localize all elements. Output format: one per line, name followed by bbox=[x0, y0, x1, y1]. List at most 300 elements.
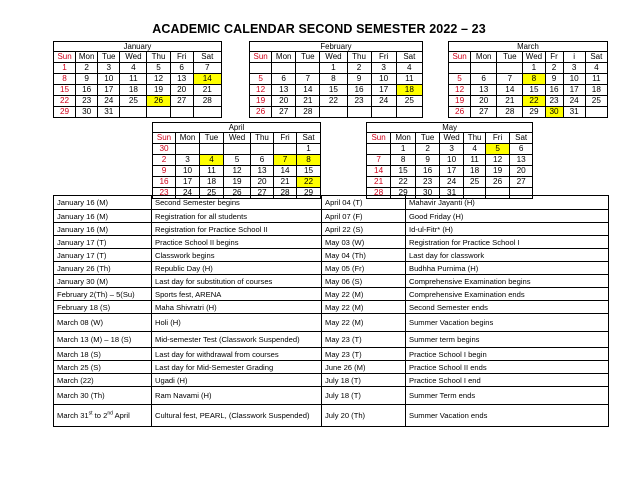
day-cell: 28 bbox=[296, 107, 320, 118]
weekday-header: Fri bbox=[486, 133, 510, 144]
day-cell: 29 bbox=[523, 107, 545, 118]
day-cell: 1 bbox=[391, 144, 416, 155]
month-spacer bbox=[422, 96, 448, 107]
event-date-left: January 26 (Th) bbox=[54, 262, 152, 275]
day-cell: 31 bbox=[440, 188, 464, 199]
event-row bbox=[54, 348, 609, 361]
event-desc-left: Maha Shivratri (H) bbox=[152, 301, 322, 314]
weekday-header: Fri bbox=[170, 52, 193, 63]
weekday-header: Mon bbox=[76, 52, 98, 63]
day-cell: 30 bbox=[153, 144, 176, 155]
day-cell: 20 bbox=[471, 96, 497, 107]
event-row bbox=[54, 387, 609, 405]
weekday-header: Sun bbox=[449, 52, 471, 63]
day-cell: 7 bbox=[274, 155, 297, 166]
weekday-header: Fri bbox=[274, 133, 297, 144]
day-cell: 25 bbox=[200, 188, 224, 199]
day-cell: 9 bbox=[416, 155, 440, 166]
day-cell: 6 bbox=[471, 74, 497, 85]
day-cell: 23 bbox=[153, 188, 176, 199]
event-date-left: March 13 (M) – 18 (S) bbox=[54, 332, 152, 348]
day-cell: 27 bbox=[510, 177, 533, 188]
day-cell: 21 bbox=[193, 85, 221, 96]
weekday-header: Sat bbox=[585, 52, 607, 63]
day-cell: 15 bbox=[320, 85, 347, 96]
event-date-part: to 2 bbox=[92, 411, 108, 420]
event-row bbox=[54, 275, 609, 288]
day-cell: 19 bbox=[147, 85, 170, 96]
weekday-header: Mon bbox=[391, 133, 416, 144]
event-date-left: January 30 (M) bbox=[54, 275, 152, 288]
day-cell: 23 bbox=[416, 177, 440, 188]
day-cell: 26 bbox=[250, 107, 272, 118]
weekday-header: Thu bbox=[347, 52, 371, 63]
day-cell-empty bbox=[347, 107, 371, 118]
day-cell: 28 bbox=[367, 188, 391, 199]
weekday-header: Sat bbox=[510, 133, 533, 144]
day-cell-empty bbox=[449, 63, 471, 74]
weekday-header: Tue bbox=[416, 133, 440, 144]
day-cell: 3 bbox=[563, 63, 585, 74]
day-cell: 9 bbox=[153, 166, 176, 177]
event-date-left: January 16 (M) bbox=[54, 210, 152, 223]
event-desc-left: Holi (H) bbox=[152, 314, 322, 332]
day-cell: 25 bbox=[464, 177, 486, 188]
event-date-right: May 05 (Fr) bbox=[322, 262, 406, 275]
day-cell: 29 bbox=[391, 188, 416, 199]
day-cell: 22 bbox=[54, 96, 76, 107]
weekday-header: Tue bbox=[200, 133, 224, 144]
day-cell: 20 bbox=[272, 96, 296, 107]
event-date-part: nd bbox=[107, 410, 113, 417]
day-cell: 23 bbox=[76, 96, 98, 107]
event-date-right: May 22 (M) bbox=[322, 314, 406, 332]
month-spacer bbox=[221, 52, 249, 63]
event-row bbox=[54, 361, 609, 374]
day-cell: 18 bbox=[120, 85, 147, 96]
event-date-left bbox=[54, 405, 152, 427]
weekday-header: Sat bbox=[297, 133, 321, 144]
day-cell: 22 bbox=[523, 96, 545, 107]
event-desc-left: Second Semester begins bbox=[152, 196, 322, 210]
day-cell: 13 bbox=[251, 166, 274, 177]
day-cell: 11 bbox=[585, 74, 607, 85]
event-row bbox=[54, 332, 609, 348]
month-spacer bbox=[422, 107, 448, 118]
month-spacer bbox=[221, 107, 249, 118]
event-desc-left: Ram Navami (H) bbox=[152, 387, 322, 405]
day-cell: 15 bbox=[54, 85, 76, 96]
event-desc-right: Budhha Purnima (H) bbox=[406, 262, 609, 275]
day-cell: 5 bbox=[224, 155, 251, 166]
event-desc-right: Comprehensive Examination ends bbox=[406, 288, 609, 301]
weekday-header: Wed bbox=[523, 52, 545, 63]
month-spacer bbox=[221, 85, 249, 96]
event-date-right: April 22 (S) bbox=[322, 223, 406, 236]
weekday-header: Sat bbox=[193, 52, 221, 63]
calendar-grid-top bbox=[53, 41, 608, 118]
day-cell: 6 bbox=[170, 63, 193, 74]
day-cell-empty bbox=[224, 144, 251, 155]
day-cell: 8 bbox=[320, 74, 347, 85]
day-cell: 20 bbox=[251, 177, 274, 188]
day-cell: 21 bbox=[367, 177, 391, 188]
day-cell: 5 bbox=[250, 74, 272, 85]
day-cell: 8 bbox=[297, 155, 321, 166]
event-desc-right: Registration for Practice School I bbox=[406, 236, 609, 249]
calendar-grid-bottom bbox=[152, 122, 533, 199]
event-date-right: June 26 (M) bbox=[322, 361, 406, 374]
event-date-left: January 17 (T) bbox=[54, 249, 152, 262]
weekday-header: Tue bbox=[497, 52, 523, 63]
day-cell: 28 bbox=[274, 188, 297, 199]
day-cell: 27 bbox=[170, 96, 193, 107]
weekday-header: Mon bbox=[176, 133, 200, 144]
day-cell-empty bbox=[251, 144, 274, 155]
event-desc-right: Id-ul-Fitr* (H) bbox=[406, 223, 609, 236]
month-spacer bbox=[221, 42, 249, 52]
day-cell: 25 bbox=[585, 96, 607, 107]
event-date-right: July 18 (T) bbox=[322, 374, 406, 387]
day-cell: 4 bbox=[464, 144, 486, 155]
day-cell: 24 bbox=[176, 188, 200, 199]
day-cell: 19 bbox=[250, 96, 272, 107]
day-cell: 18 bbox=[585, 85, 607, 96]
event-desc-right: Summer Vacation begins bbox=[406, 314, 609, 332]
day-cell: 16 bbox=[416, 166, 440, 177]
event-date-right: July 18 (T) bbox=[322, 387, 406, 405]
day-cell: 31 bbox=[98, 107, 120, 118]
event-date-right: April 04 (T) bbox=[322, 196, 406, 210]
events-table bbox=[53, 195, 609, 427]
day-cell: 29 bbox=[54, 107, 76, 118]
day-cell: 12 bbox=[449, 85, 471, 96]
weekday-header: Fri bbox=[371, 52, 396, 63]
day-cell: 14 bbox=[497, 85, 523, 96]
month-spacer bbox=[422, 63, 448, 74]
day-cell: 4 bbox=[120, 63, 147, 74]
day-cell: 14 bbox=[296, 85, 320, 96]
day-cell: 27 bbox=[251, 188, 274, 199]
day-cell-empty bbox=[250, 63, 272, 74]
day-cell-empty bbox=[170, 107, 193, 118]
day-cell-empty bbox=[367, 144, 391, 155]
day-cell: 11 bbox=[396, 74, 422, 85]
day-cell: 28 bbox=[193, 96, 221, 107]
month-name: April bbox=[153, 123, 321, 133]
weekday-header: Wed bbox=[440, 133, 464, 144]
day-cell: 2 bbox=[416, 144, 440, 155]
event-desc-right: Practice School II ends bbox=[406, 361, 609, 374]
weekday-header: Tue bbox=[98, 52, 120, 63]
weekday-header: Sat bbox=[396, 52, 422, 63]
month-spacer bbox=[321, 123, 367, 133]
event-row bbox=[54, 210, 609, 223]
weekday-header: Thu bbox=[464, 133, 486, 144]
day-cell: 9 bbox=[545, 74, 563, 85]
event-date-left: February 18 (S) bbox=[54, 301, 152, 314]
event-date-left: January 17 (T) bbox=[54, 236, 152, 249]
day-cell: 4 bbox=[200, 155, 224, 166]
month-name: May bbox=[367, 123, 533, 133]
day-cell: 5 bbox=[486, 144, 510, 155]
event-row bbox=[54, 223, 609, 236]
event-date-part: April bbox=[112, 411, 130, 420]
event-row bbox=[54, 314, 609, 332]
day-cell: 13 bbox=[510, 155, 533, 166]
day-cell: 9 bbox=[347, 74, 371, 85]
day-cell: 16 bbox=[153, 177, 176, 188]
day-cell: 19 bbox=[224, 177, 251, 188]
event-date-right: July 20 (Th) bbox=[322, 405, 406, 427]
event-desc-left: Cultural fest, PEARL, (Classwork Suspended) bbox=[152, 405, 322, 427]
event-desc-left: Registration for Practice School II bbox=[152, 223, 322, 236]
event-date-part: March 31 bbox=[57, 411, 89, 420]
weekday-header: Wed bbox=[224, 133, 251, 144]
event-date-right: May 22 (M) bbox=[322, 301, 406, 314]
day-cell: 31 bbox=[563, 107, 585, 118]
month-spacer bbox=[321, 177, 367, 188]
event-date-left: March 25 (S) bbox=[54, 361, 152, 374]
day-cell-empty bbox=[200, 144, 224, 155]
event-row bbox=[54, 236, 609, 249]
day-cell: 21 bbox=[274, 177, 297, 188]
day-cell: 27 bbox=[272, 107, 296, 118]
month-spacer bbox=[321, 155, 367, 166]
event-row bbox=[54, 374, 609, 387]
day-cell: 13 bbox=[272, 85, 296, 96]
day-cell: 11 bbox=[120, 74, 147, 85]
day-cell: 3 bbox=[440, 144, 464, 155]
day-cell: 24 bbox=[440, 177, 464, 188]
day-cell: 9 bbox=[76, 74, 98, 85]
day-cell: 3 bbox=[176, 155, 200, 166]
day-cell-empty bbox=[274, 144, 297, 155]
day-cell-empty bbox=[371, 107, 396, 118]
day-cell-empty bbox=[193, 107, 221, 118]
event-date-left: March 30 (Th) bbox=[54, 387, 152, 405]
day-cell: 8 bbox=[54, 74, 76, 85]
event-desc-left: Registration for all students bbox=[152, 210, 322, 223]
event-desc-left: Mid-semester Test (Classwork Suspended) bbox=[152, 332, 322, 348]
month-spacer bbox=[321, 144, 367, 155]
day-cell: 26 bbox=[224, 188, 251, 199]
event-date-left: January 16 (M) bbox=[54, 223, 152, 236]
day-cell-empty bbox=[296, 63, 320, 74]
day-cell: 10 bbox=[440, 155, 464, 166]
day-cell: 2 bbox=[347, 63, 371, 74]
event-desc-right: Comprehensive Examination begins bbox=[406, 275, 609, 288]
event-date-right: April 07 (F) bbox=[322, 210, 406, 223]
day-cell: 20 bbox=[510, 166, 533, 177]
day-cell: 26 bbox=[449, 107, 471, 118]
day-cell: 7 bbox=[497, 74, 523, 85]
day-cell: 17 bbox=[176, 177, 200, 188]
day-cell: 4 bbox=[396, 63, 422, 74]
day-cell: 16 bbox=[545, 85, 563, 96]
day-cell: 10 bbox=[98, 74, 120, 85]
day-cell: 24 bbox=[371, 96, 396, 107]
day-cell: 7 bbox=[296, 74, 320, 85]
day-cell-empty bbox=[147, 107, 170, 118]
month-spacer bbox=[422, 74, 448, 85]
day-cell: 10 bbox=[563, 74, 585, 85]
day-cell: 1 bbox=[523, 63, 545, 74]
day-cell: 26 bbox=[147, 96, 170, 107]
event-date-right: May 23 (T) bbox=[322, 348, 406, 361]
event-desc-left: Classwork begins bbox=[152, 249, 322, 262]
month-spacer bbox=[422, 52, 448, 63]
event-desc-left: Ugadi (H) bbox=[152, 374, 322, 387]
event-date-left: March 08 (W) bbox=[54, 314, 152, 332]
day-cell: 26 bbox=[486, 177, 510, 188]
day-cell: 13 bbox=[170, 74, 193, 85]
event-date-left: March 18 (S) bbox=[54, 348, 152, 361]
weekday-header: Wed bbox=[120, 52, 147, 63]
weekday-header: Tue bbox=[296, 52, 320, 63]
day-cell: 27 bbox=[471, 107, 497, 118]
day-cell: 10 bbox=[176, 166, 200, 177]
event-row bbox=[54, 196, 609, 210]
event-date-left: February 2(Th) – 5(Su) bbox=[54, 288, 152, 301]
day-cell: 22 bbox=[320, 96, 347, 107]
day-cell: 1 bbox=[320, 63, 347, 74]
event-desc-left: Practice School II begins bbox=[152, 236, 322, 249]
weekday-header: Sun bbox=[54, 52, 76, 63]
day-cell: 2 bbox=[153, 155, 176, 166]
event-date-right: May 22 (M) bbox=[322, 288, 406, 301]
event-row bbox=[54, 249, 609, 262]
day-cell: 11 bbox=[200, 166, 224, 177]
day-cell: 18 bbox=[464, 166, 486, 177]
weekday-header: Thu bbox=[147, 52, 170, 63]
day-cell: 14 bbox=[367, 166, 391, 177]
day-cell: 3 bbox=[98, 63, 120, 74]
event-date-left: March (22) bbox=[54, 374, 152, 387]
weekday-header: Mon bbox=[272, 52, 296, 63]
day-cell: 13 bbox=[471, 85, 497, 96]
event-row bbox=[54, 288, 609, 301]
month-name: January bbox=[54, 42, 222, 52]
day-cell: 19 bbox=[486, 166, 510, 177]
event-desc-right: Summer Vacation ends bbox=[406, 405, 609, 427]
day-cell-empty bbox=[120, 107, 147, 118]
day-cell: 28 bbox=[497, 107, 523, 118]
day-cell: 21 bbox=[497, 96, 523, 107]
weekday-header: Fr bbox=[545, 52, 563, 63]
event-date-right: May 06 (S) bbox=[322, 275, 406, 288]
weekday-header: Sun bbox=[250, 52, 272, 63]
day-cell: 17 bbox=[98, 85, 120, 96]
day-cell: 10 bbox=[371, 74, 396, 85]
event-row bbox=[54, 262, 609, 275]
month-spacer bbox=[422, 85, 448, 96]
event-date-right: May 23 (T) bbox=[322, 332, 406, 348]
day-cell-empty bbox=[272, 63, 296, 74]
event-date-left: January 16 (M) bbox=[54, 196, 152, 210]
event-desc-right: Last day for classwork bbox=[406, 249, 609, 262]
day-cell: 25 bbox=[120, 96, 147, 107]
day-cell: 25 bbox=[396, 96, 422, 107]
day-cell: 7 bbox=[367, 155, 391, 166]
weekday-header: Wed bbox=[320, 52, 347, 63]
day-cell: 11 bbox=[464, 155, 486, 166]
day-cell: 15 bbox=[523, 85, 545, 96]
day-cell-empty bbox=[396, 107, 422, 118]
day-cell-empty bbox=[585, 107, 607, 118]
day-cell: 6 bbox=[251, 155, 274, 166]
event-desc-right: Summer Term ends bbox=[406, 387, 609, 405]
day-cell: 3 bbox=[371, 63, 396, 74]
day-cell: 18 bbox=[200, 177, 224, 188]
month-spacer bbox=[221, 74, 249, 85]
month-spacer bbox=[221, 96, 249, 107]
event-desc-left: Sports fest, ARENA bbox=[152, 288, 322, 301]
day-cell: 30 bbox=[545, 107, 563, 118]
day-cell-empty bbox=[497, 63, 523, 74]
weekday-header: i bbox=[563, 52, 585, 63]
day-cell-empty bbox=[176, 144, 200, 155]
day-cell: 6 bbox=[272, 74, 296, 85]
event-row bbox=[54, 405, 609, 427]
day-cell: 12 bbox=[250, 85, 272, 96]
event-desc-left: Last day for withdrawal from courses bbox=[152, 348, 322, 361]
day-cell-empty bbox=[471, 63, 497, 74]
calendar-title: ACADEMIC CALENDAR SECOND SEMESTER 2022 – 23 bbox=[152, 22, 486, 36]
event-desc-right: Second Semester ends bbox=[406, 301, 609, 314]
day-cell: 5 bbox=[147, 63, 170, 74]
day-cell: 21 bbox=[296, 96, 320, 107]
event-date-right: May 04 (Th) bbox=[322, 249, 406, 262]
event-row bbox=[54, 301, 609, 314]
event-desc-right: Good Friday (H) bbox=[406, 210, 609, 223]
day-cell: 15 bbox=[297, 166, 321, 177]
day-cell: 14 bbox=[193, 74, 221, 85]
weekday-header: Sun bbox=[153, 133, 176, 144]
day-cell: 15 bbox=[391, 166, 416, 177]
day-cell: 29 bbox=[297, 188, 321, 199]
event-desc-left: Last day for Mid-Semester Grading bbox=[152, 361, 322, 374]
day-cell: 16 bbox=[347, 85, 371, 96]
weekday-header: Sun bbox=[367, 133, 391, 144]
day-cell: 14 bbox=[274, 166, 297, 177]
day-cell: 20 bbox=[170, 85, 193, 96]
day-cell: 24 bbox=[563, 96, 585, 107]
day-cell: 18 bbox=[396, 85, 422, 96]
day-cell: 1 bbox=[297, 144, 321, 155]
day-cell: 2 bbox=[545, 63, 563, 74]
day-cell: 8 bbox=[391, 155, 416, 166]
day-cell: 5 bbox=[449, 74, 471, 85]
day-cell: 17 bbox=[440, 166, 464, 177]
day-cell: 6 bbox=[510, 144, 533, 155]
event-desc-left: Last day for substitution of courses bbox=[152, 275, 322, 288]
event-desc-right: Summer term begins bbox=[406, 332, 609, 348]
day-cell: 30 bbox=[416, 188, 440, 199]
event-desc-right: Mahavir Jayanti (H) bbox=[406, 196, 609, 210]
day-cell-empty bbox=[320, 107, 347, 118]
day-cell: 8 bbox=[523, 74, 545, 85]
weekday-header: Thu bbox=[251, 133, 274, 144]
day-cell: 17 bbox=[371, 85, 396, 96]
day-cell: 24 bbox=[98, 96, 120, 107]
day-cell: 16 bbox=[76, 85, 98, 96]
month-spacer bbox=[321, 166, 367, 177]
day-cell: 23 bbox=[347, 96, 371, 107]
month-spacer bbox=[422, 42, 448, 52]
day-cell: 12 bbox=[147, 74, 170, 85]
month-spacer bbox=[221, 63, 249, 74]
